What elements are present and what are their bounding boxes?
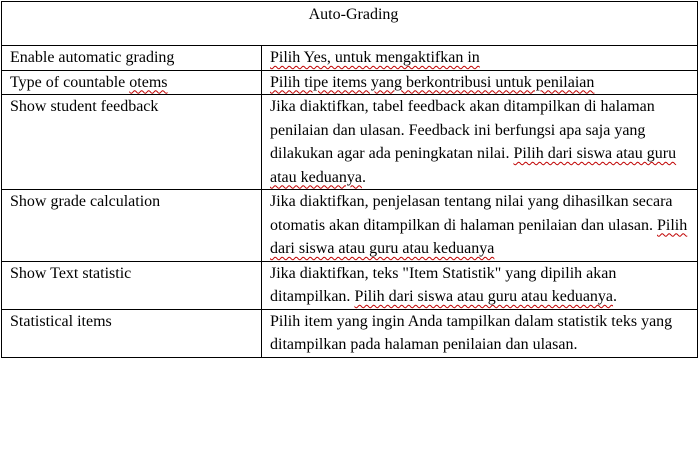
description-choice-text: Pilih dari siswa atau guru atau keduanya	[270, 216, 688, 257]
description-text: Jika diaktifkan, penjelasan tentang nilai yang dihasilkan secara otomatis akan ditampilkan di halaman penilaian dan ulasan.	[270, 193, 673, 234]
setting-description	[262, 46, 698, 71]
setting-name	[2, 261, 262, 309]
setting-name	[2, 309, 262, 357]
setting-text-misspelled: otems	[129, 73, 168, 91]
setting-name	[2, 70, 262, 95]
setting-text: Show grade calculation	[10, 193, 161, 210]
description-text: Pilih item yang ingin Anda tampilkan dalam statistik teks yang ditampilkan pada halaman penilaian dan ulasan.	[270, 312, 673, 353]
description-text: Jika diaktifkan, tabel feedback akan ditampilkan di halaman penilaian dan ulasan. Feedback ini berfungsi apa saja yang dilakukan agar ada peningkatan nilai.	[270, 98, 655, 162]
setting-text: Show student feedback	[10, 98, 159, 115]
setting-description	[262, 309, 698, 357]
description-text: Pilih Yes, untuk mengaktifkan in	[270, 49, 480, 66]
setting-description	[262, 261, 698, 309]
table-row	[2, 95, 698, 190]
setting-description	[262, 70, 698, 95]
setting-name	[2, 190, 262, 262]
setting-description	[262, 190, 698, 262]
description-choice-text: Pilih dari siswa atau guru atau keduanya	[270, 145, 677, 186]
description-punctuation: .	[361, 168, 366, 186]
table-row	[2, 190, 698, 262]
document-page	[1, 1, 697, 450]
description-text: Jika diaktifkan, teks "Item Statistik" yang dipilih akan ditampilkan.	[270, 264, 617, 305]
auto-grading-table	[1, 1, 698, 358]
table-row	[2, 309, 698, 357]
setting-description	[262, 95, 698, 190]
table-title-row	[2, 2, 698, 46]
setting-name	[2, 95, 262, 190]
description-punctuation: .	[613, 288, 618, 305]
description-text: Pilih tipe items yang berkontribusi untuk penilaian	[270, 73, 595, 91]
setting-text: Show Text statistic	[10, 264, 132, 282]
table-title: Auto-Grading	[2, 2, 698, 46]
setting-text: Enable automatic grading	[10, 49, 175, 66]
table-row	[2, 70, 698, 95]
table-row	[2, 46, 698, 71]
setting-text: Statistical items	[10, 312, 112, 330]
setting-name	[2, 46, 262, 71]
setting-text: Type of countable	[10, 73, 130, 91]
table-row	[2, 261, 698, 309]
description-choice-text: Pilih dari siswa atau guru atau keduanya	[354, 288, 614, 305]
